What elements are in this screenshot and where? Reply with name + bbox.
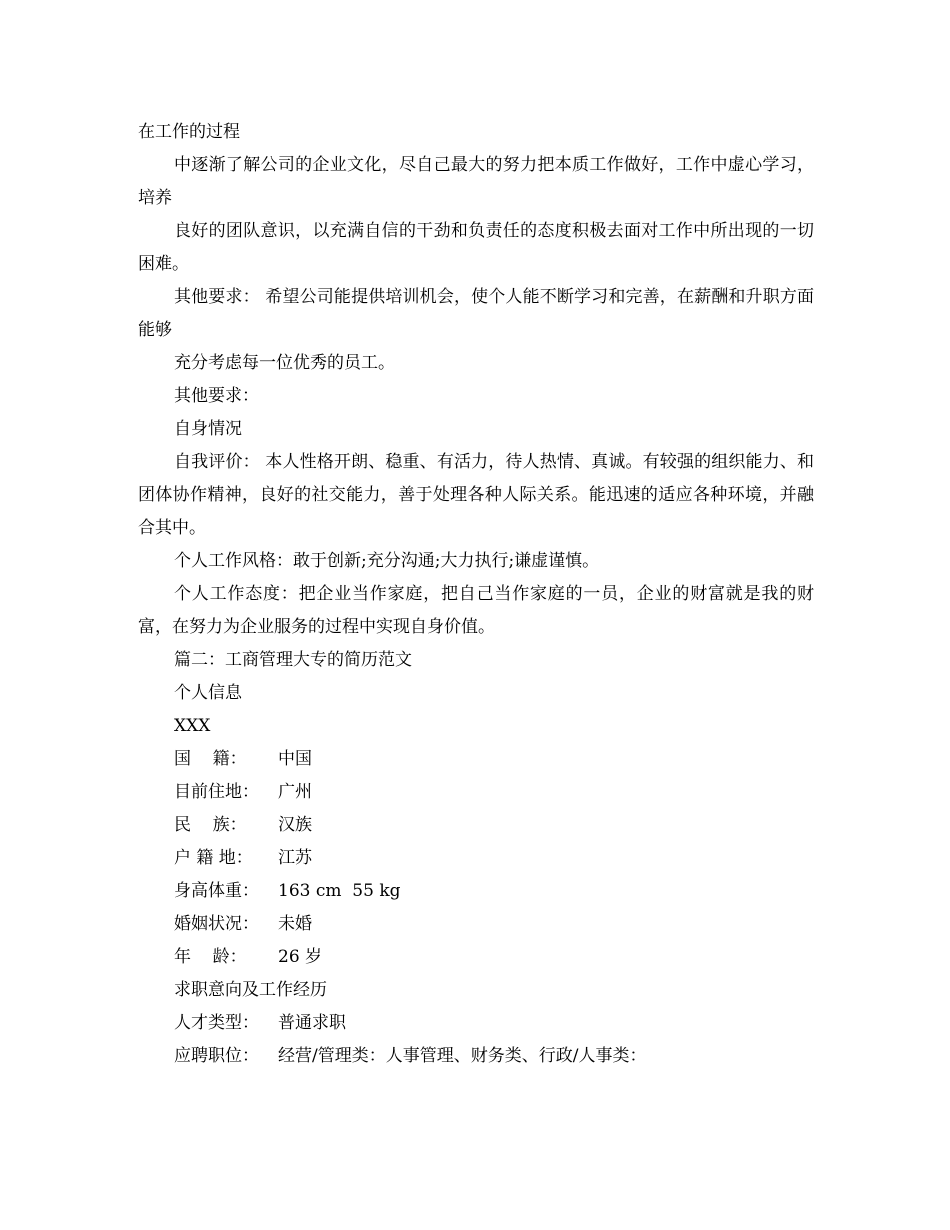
field-label: 目前住地： <box>174 782 259 802</box>
field-applied-position <box>138 1040 814 1073</box>
field-value: 广州 <box>278 782 312 802</box>
field-age <box>138 941 814 974</box>
field-value: 26 岁 <box>278 947 323 967</box>
field-height-weight <box>138 875 814 908</box>
paragraph-other-requirements: 其他要求： 希望公司能提供培训机会，使个人能不断学习和完善，在薪酬和升职方面能够 <box>138 287 814 340</box>
field-nationality <box>138 743 814 776</box>
paragraph-work-process: 在工作的过程 <box>138 122 240 142</box>
field-label: 年 龄： <box>174 947 247 967</box>
field-value: 普通求职 <box>278 1013 346 1033</box>
field-label: 民 族： <box>174 815 247 835</box>
paragraph-self-evaluation: 自我评价： 本人性格开朗、稳重、有活力，待人热情、真诚。有较强的组织能力、和团体协作精神，良好的社交能力，善于处理各种人际关系。能迅速的适应各种环境，并融合其中。 <box>138 452 814 538</box>
paragraph-consider-employees: 充分考虑每一位优秀的员工。 <box>174 353 395 373</box>
paragraph-self-situation: 自身情况 <box>174 419 242 439</box>
paragraph-other-requirements-empty: 其他要求： <box>174 386 259 406</box>
field-value: 经营/管理类：人事管理、财务类、行政/人事类： <box>278 1046 647 1066</box>
field-current-residence <box>138 776 814 809</box>
field-label: 应聘职位： <box>174 1046 259 1066</box>
field-value: 江苏 <box>278 848 312 868</box>
person-name: XXX <box>174 716 211 736</box>
field-ethnicity <box>138 809 814 842</box>
field-label: 国 籍： <box>174 749 247 769</box>
field-marital-status <box>138 908 814 941</box>
field-talent-type <box>138 1007 814 1040</box>
section-heading-personal-info: 个人信息 <box>174 683 242 703</box>
paragraph-team-awareness: 良好的团队意识，以充满自信的干劲和负责任的态度积极去面对工作中所出现的一切困难。 <box>138 221 814 274</box>
section-title-part-two: 篇二：工商管理大专的简历范文 <box>174 650 412 670</box>
field-value: 163 cm 55 kg <box>278 881 401 901</box>
field-household-registration <box>138 842 814 875</box>
paragraph-work-attitude: 个人工作态度：把企业当作家庭，把自己当作家庭的一员，企业的财富就是我的财富，在努力为企业服务的过程中实现自身价值。 <box>138 584 814 637</box>
field-label: 婚姻状况： <box>174 914 259 934</box>
paragraph-company-culture: 中逐渐了解公司的企业文化，尽自己最大的努力把本质工作做好，工作中虚心学习，培养 <box>138 155 814 208</box>
field-label: 户 籍 地： <box>174 848 253 868</box>
field-label: 人才类型： <box>174 1013 259 1033</box>
document-body <box>138 116 814 1073</box>
field-value: 未婚 <box>278 914 312 934</box>
paragraph-work-style: 个人工作风格：敢于创新;充分沟通;大力执行;谦虚谨慎。 <box>174 551 600 571</box>
field-value: 中国 <box>278 749 312 769</box>
field-label: 身高体重： <box>174 881 259 901</box>
section-heading-job-intention: 求职意向及工作经历 <box>174 980 327 1000</box>
field-value: 汉族 <box>278 815 312 835</box>
